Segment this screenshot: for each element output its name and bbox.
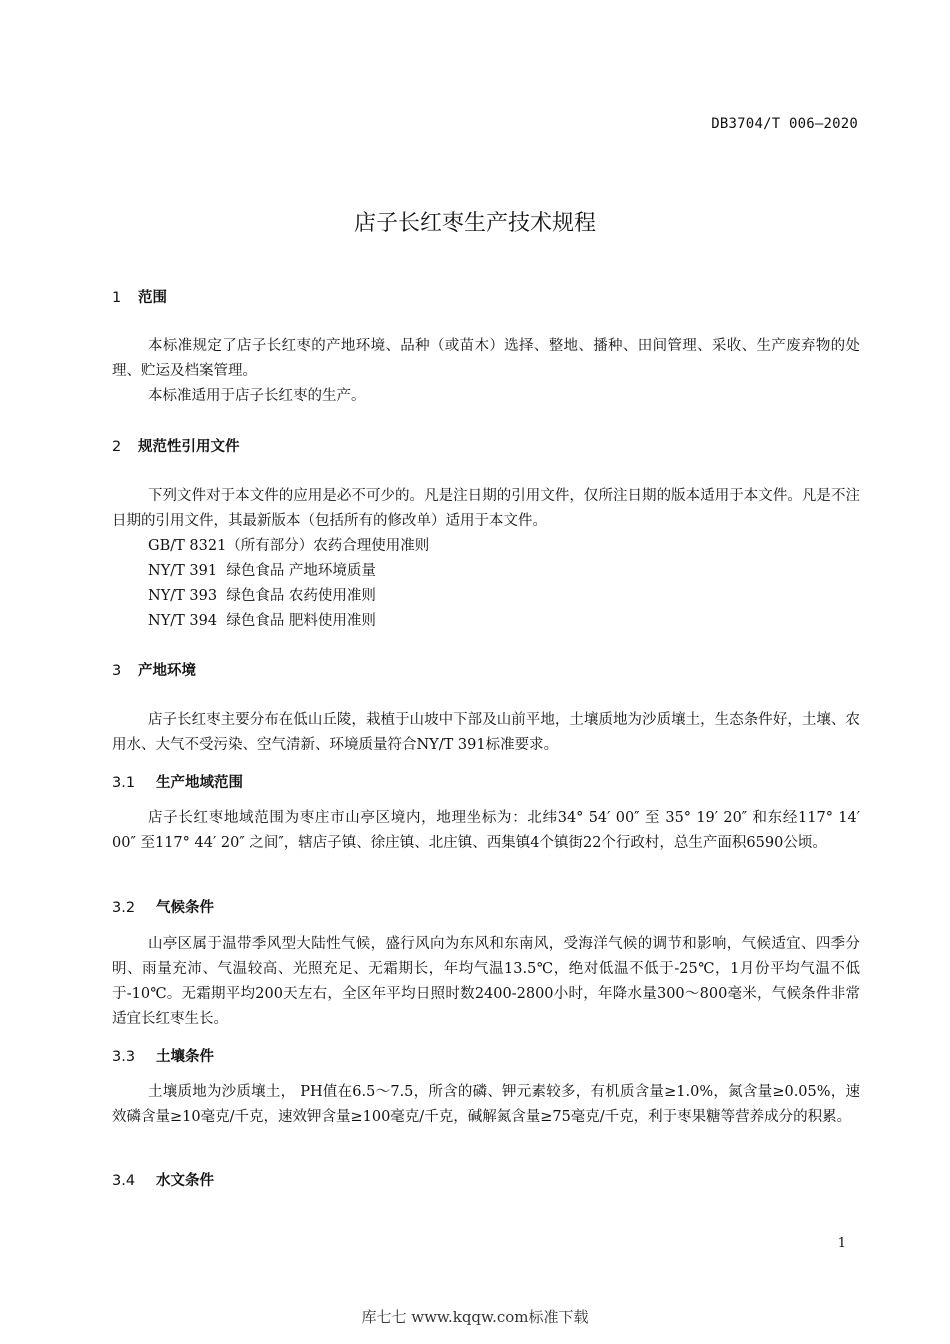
section-3-2-body	[112, 932, 860, 1032]
paragraph: 店子长红枣主要分布在低山丘陵，栽植于山坡中下部及山前平地，土壤质地为沙质壤土，生态条件好，土壤、农用水、大气不受污染、空气清新、环境质量符合NY/T 391标准要求。	[112, 712, 860, 753]
section-number: 2	[112, 439, 122, 455]
document-title: 店子长红枣生产技术规程	[353, 211, 596, 236]
paragraph: 山亭区属于温带季风型大陆性气候，盛行风向为东风和东南风，受海洋气候的调节和影响，气候适宜、四季分明、雨量充沛、气温较高、光照充足、无霜期长，年均气温13.5℃，绝对低温不低于-25℃，1月份平均气温不低于-10℃。无霜期平均200天左右，全区年平均日照时数2400-2800小时，年降水量300～800毫米，气候条件非常适宜长红枣生长。	[112, 936, 860, 1027]
section-number: 3	[112, 663, 122, 679]
paragraph: 店子长红枣地域范围为枣庄市山亭区境内，地理坐标为：北纬34° 54′ 00″ 至 35° 19′ 20″ 和东经117° 14′ 00″ 至117° 44′ 20″ 之间″，辖店子镇、徐庄镇、北庄镇、西集镇4个镇街22个行政村，总生产面积6590公顷。	[112, 810, 860, 851]
reference-item: NY/T 393 绿色食品 农药使用准则	[148, 588, 376, 604]
subsection-heading	[112, 1171, 860, 1191]
subsection-heading	[112, 773, 860, 793]
section-heading	[112, 288, 860, 308]
section-number: 3.4	[112, 1173, 136, 1189]
section-heading	[112, 437, 860, 457]
section-heading	[112, 661, 860, 681]
paragraph: 本标准适用于店子长红枣的生产。	[148, 388, 366, 404]
document-code: DB3704/T 006—2020	[711, 116, 858, 132]
subsection-heading	[112, 1047, 860, 1067]
section-1-body	[112, 334, 860, 409]
section-title: 气候条件	[156, 900, 214, 916]
section-title: 水文条件	[156, 1173, 214, 1189]
section-1	[112, 288, 860, 308]
paragraph: 下列文件对于本文件的应用是必不可少的。凡是注日期的引用文件，仅所注日期的版本适用于本文件。凡是不注日期的引用文件，其最新版本（包括所有的修改单）适用于本文件。	[112, 488, 860, 529]
section-title: 规范性引用文件	[138, 439, 240, 455]
reference-item: GB/T 8321（所有部分）农药合理使用准则	[148, 538, 430, 554]
section-3-body	[112, 708, 860, 758]
footer-watermark-text: 库七七 www.kqqw.com标准下载	[361, 1308, 589, 1326]
section-title: 产地环境	[138, 663, 196, 679]
section-number: 3.3	[112, 1049, 136, 1065]
section-3-3-body	[112, 1080, 860, 1130]
section-3	[112, 661, 860, 681]
section-number: 1	[112, 290, 122, 306]
page-number: 1	[837, 1236, 846, 1251]
section-3-1-body	[112, 806, 860, 856]
section-3-2	[112, 898, 860, 918]
section-2-body	[112, 484, 860, 634]
reference-item: NY/T 391 绿色食品 产地环境质量	[148, 563, 376, 579]
section-title: 范围	[138, 290, 167, 306]
section-title: 土壤条件	[156, 1049, 214, 1065]
subsection-heading	[112, 898, 860, 918]
section-3-3	[112, 1047, 860, 1067]
section-2	[112, 437, 860, 457]
section-number: 3.1	[112, 775, 136, 791]
paragraph: 土壤质地为沙质壤土， PH值在6.5～7.5，所含的磷、钾元素较多，有机质含量≥1.0%，氮含量≥0.05%，速效磷含量≥10毫克/千克，速效钾含量≥100毫克/千克，碱解氮含量≥75毫克/千克，利于枣果糖等营养成分的积累。	[112, 1084, 860, 1125]
reference-item: NY/T 394 绿色食品 肥料使用准则	[148, 613, 376, 629]
paragraph: 本标准规定了店子长红枣的产地环境、品种（或苗木）选择、整地、播种、田间管理、采收、生产废弃物的处理、贮运及档案管理。	[112, 338, 860, 379]
section-3-1	[112, 773, 860, 793]
section-number: 3.2	[112, 900, 136, 916]
section-title: 生产地域范围	[156, 775, 243, 791]
section-3-4	[112, 1171, 860, 1191]
